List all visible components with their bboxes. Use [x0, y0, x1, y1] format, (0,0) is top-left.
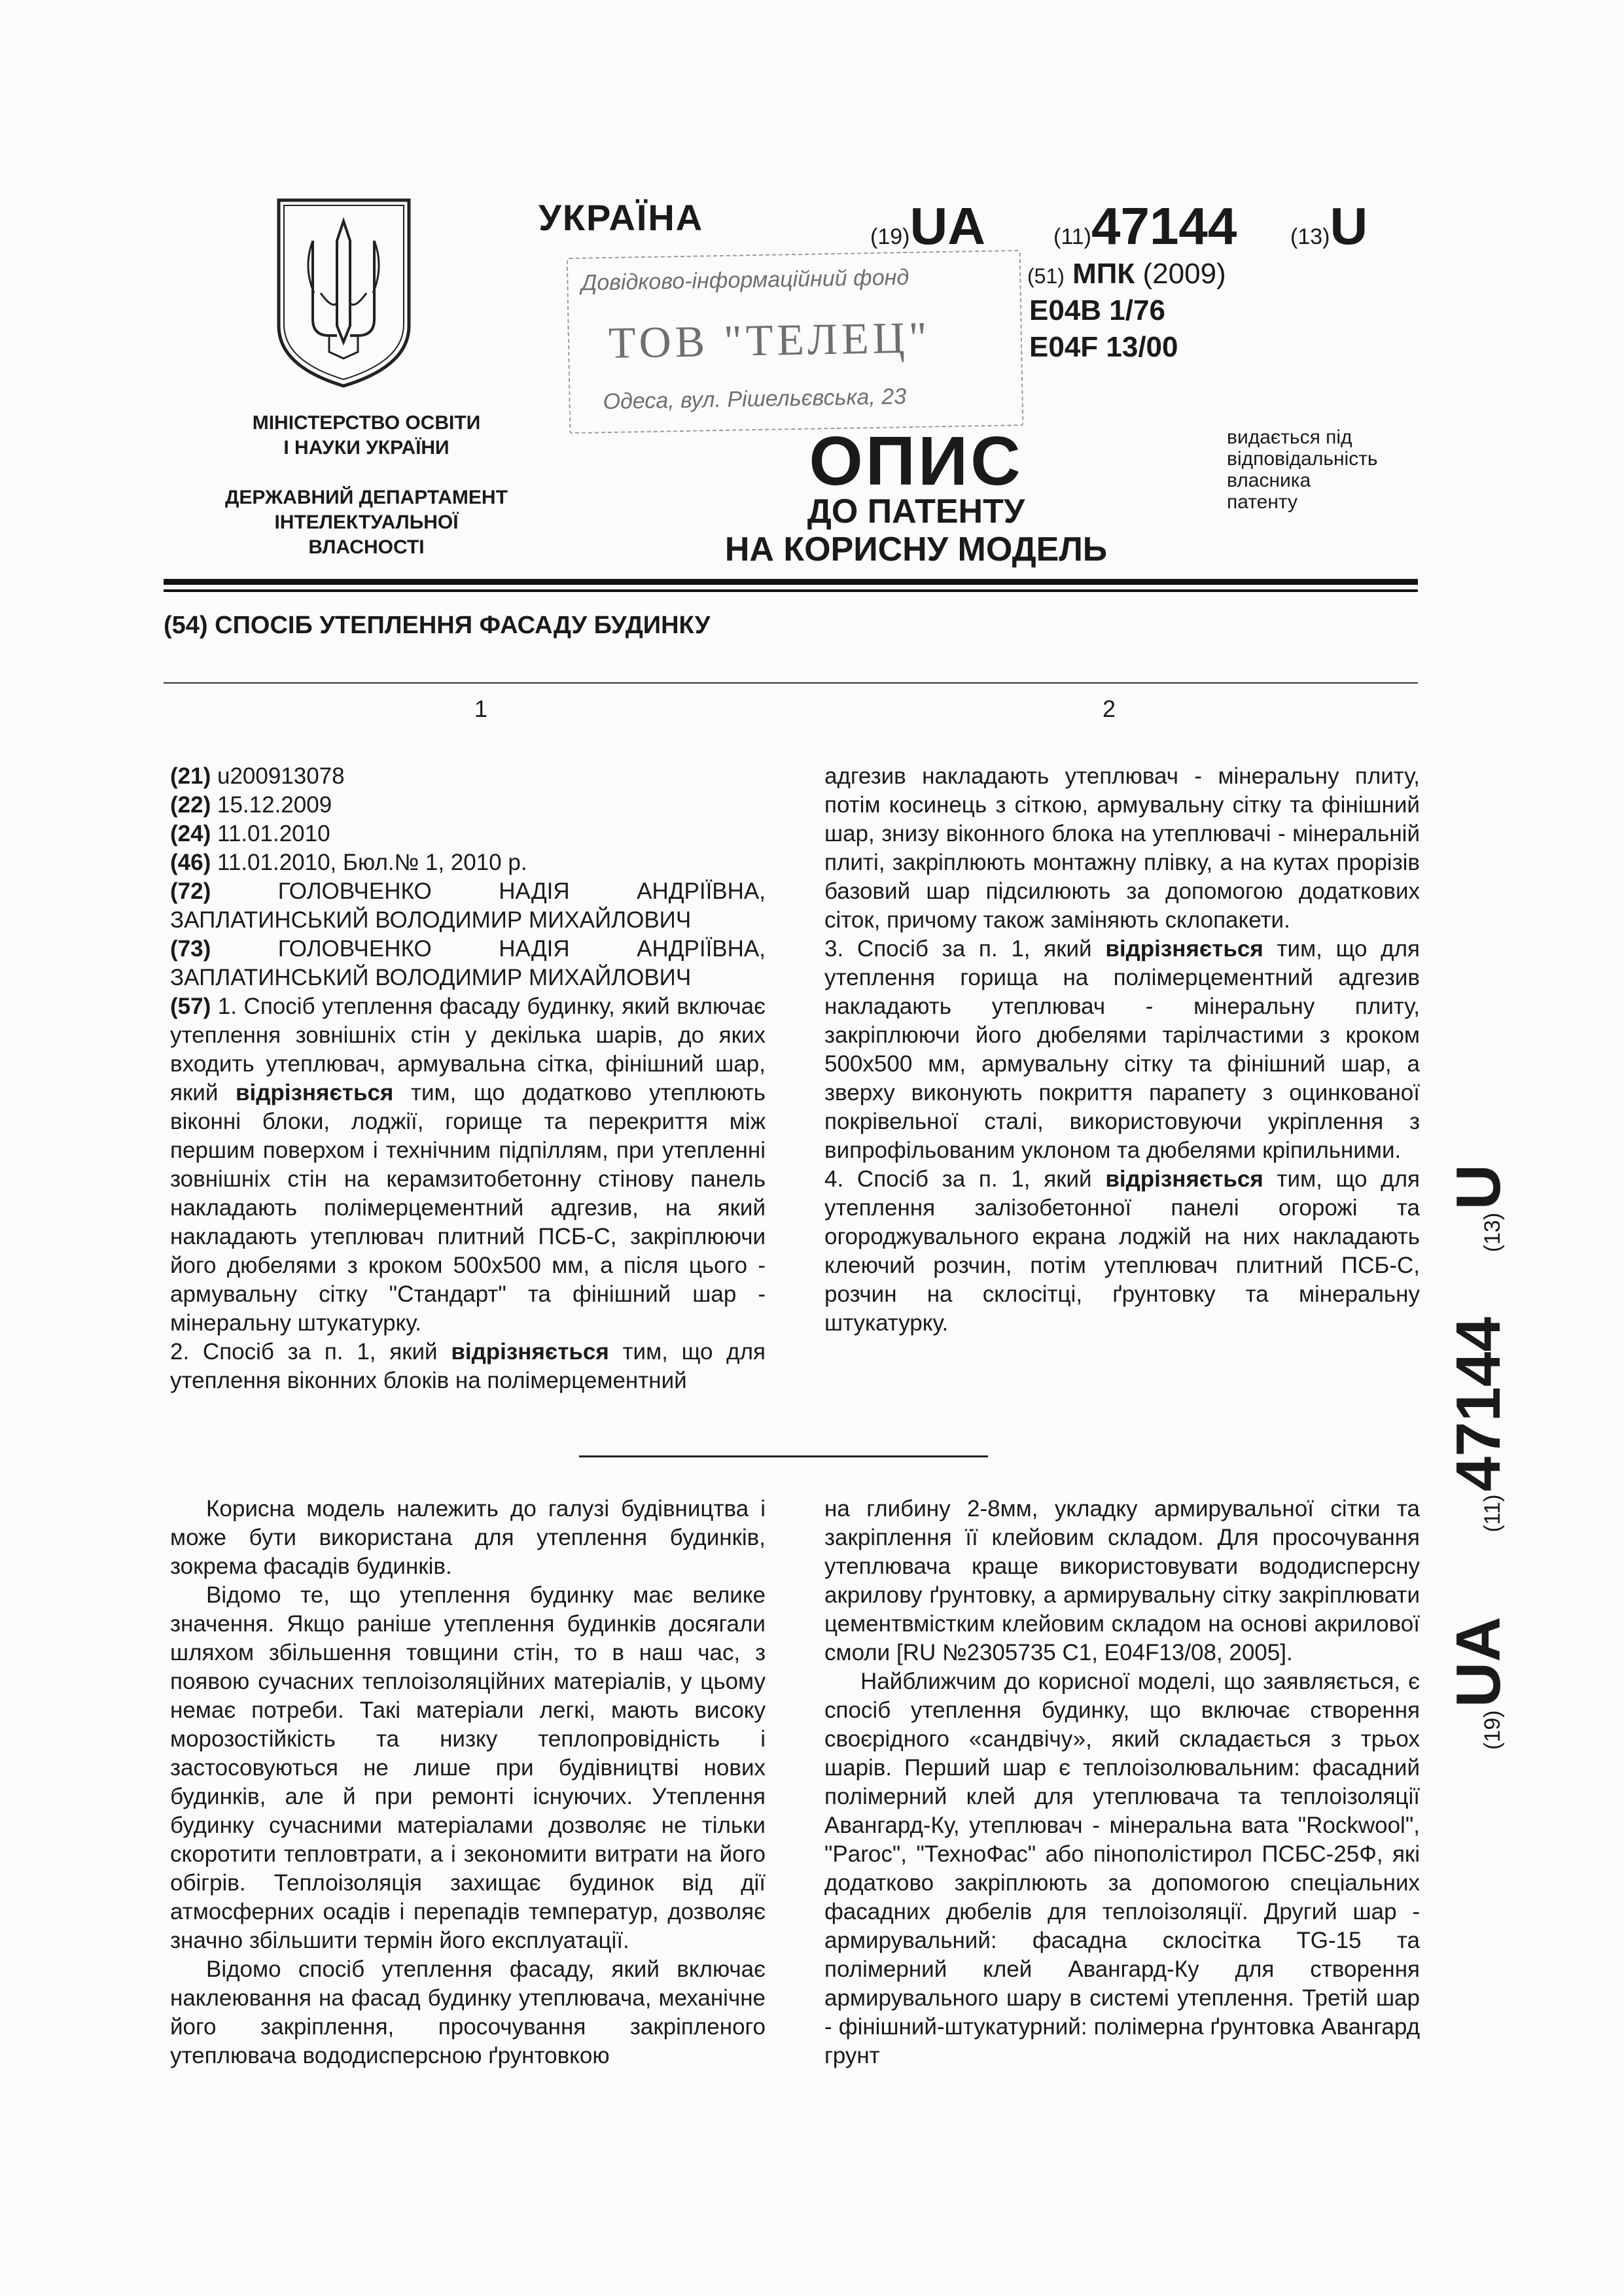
ipc-heading: (51) МПК (2009)	[1027, 258, 1226, 290]
description-column-right	[824, 1495, 1420, 2070]
biblio-46: (46) 11.01.2010, Бюл.№ 1, 2010 р.	[170, 850, 527, 875]
claim-2-end: адгезив накладають утеплювач - мінеральну плиту, потім косинець з сіткою, армувальну сітку та фінішний шар, знизу віконного блока на утеплювачі - мінеральній плиті, закріплюють монтажну плівку, а на кутах прорізів базовий шар підсилюють за допомогою додаткових сіток, причому також заміняють склопакети.	[824, 763, 1420, 933]
code-13: (13)U	[1290, 197, 1368, 255]
claims-column-left	[170, 762, 766, 1395]
description-paragraph: на глибину 2-8мм, укладку армирувальної сітки та закріплення її клейовим складом. Для просочування утеплювача краще використовувати вододисперсну акрилову ґрунтовку, а армирувальну сітку закріплювати цементвмістким клейовим складом на основі акрилової смоли [RU №2305735 C1, E04F13/08, 2005].	[824, 1496, 1420, 1665]
document-subtitle-1: ДО ПАТЕНТУ	[807, 493, 1025, 531]
side-patent-number: (19) UA (11) 47144 (13) U	[1443, 1164, 1513, 1750]
biblio-24: (24) 11.01.2010	[170, 821, 330, 846]
issued-note: видається під відповідальність власника патенту	[1227, 426, 1378, 513]
biblio-72: (72) ГОЛОВЧЕНКО НАДІЯ АНДРІЇВНА, ЗАПЛАТИНСЬКИЙ ВОЛОДИМИР МИХАЙЛОВИЧ	[170, 878, 766, 933]
coat-of-arms-emblem	[274, 195, 414, 391]
section-separator	[579, 1455, 988, 1457]
claims-column-right	[824, 762, 1420, 1338]
invention-title: (54) СПОСІБ УТЕПЛЕННЯ ФАСАДУ БУДИНКУ	[164, 612, 711, 639]
document-subtitle-2: НА КОРИСНУ МОДЕЛЬ	[724, 531, 1108, 568]
claim-1: (57) 1. Спосіб утеплення фасаду будинку, який включає утеплення зовнішніх стін у декілька шарів, до яких входить утеплювач, армувальна сітка, фінішний шар, який відрізняється тим, що додатково утеплюють віконні блоки, лоджії, горище та перекриття між першим поверхом і технічним підпіллям, при утепленні зовнішніх стін на керамзитобетонну стінову панель накладають полімерцементний адгезив, на який накладають утеплювач плитний ПСБ-С, закріплюючи його дюбелями з кроком 500x500 мм, а після цього - армувальну сітку "Стандарт" та фінішний шар - мінеральну штукатурку.	[170, 994, 766, 1336]
claim-2-start: 2. Спосіб за п. 1, який відрізняється тим, що для утеплення віконних блоків на полімерцементний	[170, 1339, 766, 1393]
claim-4: 4. Спосіб за п. 1, який відрізняється тим, що для утеплення залізобетонної панелі огорожі та огороджувального екрана лоджій на них накладають клеючий розчин, потім утеплювач плитний ПСБ-С, розчин на склосітці, ґрунтовку та мінеральну штукатурку.	[824, 1166, 1420, 1336]
ministry-name: МІНІСТЕРСТВО ОСВІТИ І НАУКИ УКРАЇНИ	[252, 412, 481, 459]
column-number-2: 2	[1103, 695, 1116, 722]
ipc-class-1: E04B 1/76	[1029, 294, 1165, 326]
header-rule-thin	[164, 589, 1418, 592]
description-paragraph: Корисна модель належить до галузі будівництва і може бути використана для утеплення будинків, зокрема фасадів будинків.	[170, 1496, 766, 1579]
description-paragraph: Відомо те, що утеплення будинку має велике значення. Якщо раніше утеплення будинків досягали шляхом збільшення товщини стін, то в наш час, з появою сучасних теплоізоляційних матеріалів, у цьому немає потреби. Такі матеріали легкі, мають високу морозостійкість та низку теплопровідність і застосовуються не лише при будівництві нових будинків, але й при ремонті існуючих. Утеплення будинку сучасними матеріалами дозволяє не тільки скоротити тепловтрати, а і зекономити витрати на його обігрів. Теплоізоляція захищає будинок від дії атмосферних осадів і перепадів температур, дозволяє значно збільшити термін його експлуатації.	[170, 1582, 766, 1953]
department-name: ДЕРЖАВНИЙ ДЕПАРТАМЕНТ ІНТЕЛЕКТУАЛЬНОЇ ВЛАСНОСТІ	[225, 487, 508, 558]
code-11: (11)47144	[1053, 197, 1237, 255]
description-paragraph: Відомо спосіб утеплення фасаду, який включає наклеювання на фасад будинку утеплювача, механічне його закріплення, просочування закріпленого утеплювача вододисперсною ґрунтовкою	[170, 1957, 766, 2068]
library-stamp: Довідково-інформаційний фонд ТОВ "ТЕЛЕЦ" Одеса, вул. Рішельєвська, 23	[567, 250, 1024, 434]
biblio-22: (22) 15.12.2009	[170, 792, 332, 818]
title-rule	[164, 682, 1418, 684]
country-name: УКРАЇНА	[538, 197, 704, 238]
header-rule-thick	[164, 579, 1418, 585]
description-column-left	[170, 1495, 766, 2070]
biblio-73: (73) ГОЛОВЧЕНКО НАДІЯ АНДРІЇВНА, ЗАПЛАТИНСЬКИЙ ВОЛОДИМИР МИХАЙЛОВИЧ	[170, 936, 766, 990]
document-title: ОПИС	[809, 423, 1023, 500]
description-paragraph: Найближчим до корисної моделі, що заявляється, є спосіб утеплення будинку, що включає створення своєрідного «сандвічу», який складається з трьох шарів. Перший шар є теплоізолювальним: фасадний полімерний клей для утеплювача та теплоізоляції Авангард-Ку, утеплювач - мінеральна вата "Rockwool", "Parоc", "ТехноФас" або пінополістирол ПСБС-25Ф, які додатково закріплюють за допомогою спеціальних фасадних дюбелів для теплоізоляції. Другий шар - армирувальний: фасадна склосітка TG-15 та полімерний клей Авангард-Ку для створення армирувального шару в системі утеплення. Третій шар - фінішний-штукатурний: полімерна ґрунтовка Авангард грунт	[824, 1669, 1420, 2068]
biblio-21: (21) u200913078	[170, 763, 345, 789]
column-number-1: 1	[474, 695, 488, 722]
claim-3: 3. Спосіб за п. 1, який відрізняється тим, що для утеплення горища на полімерцементний адгезив накладають утеплювач - мінеральну плиту, закріплюючи його дюбелями тарілчастими з кроком 500x500 мм, армувальну сітку та фінішний шар, а зверху виконують покриття парапету з оцинкованої покрівельної сталі, використовуючи укріплення з випрофільованим уклоном та дюбелями кріпильними.	[824, 936, 1420, 1163]
ipc-class-2: E04F 13/00	[1029, 331, 1178, 363]
code-19: (19)UA	[870, 197, 986, 255]
